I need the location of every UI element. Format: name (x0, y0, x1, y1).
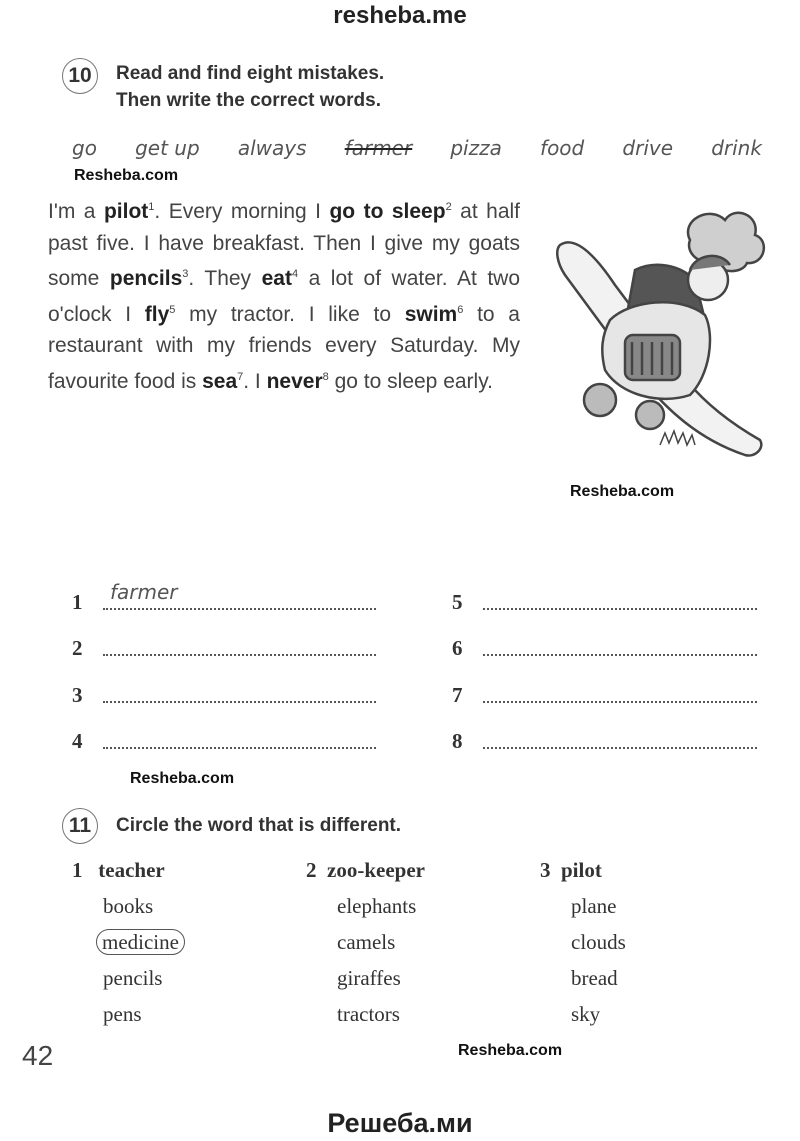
text-run: a lot of water. At two o'clock I (48, 267, 521, 326)
column-item[interactable]: plane (571, 894, 617, 918)
word-bank-item: go (72, 136, 97, 160)
word-column-2 (306, 852, 425, 1032)
column-item[interactable]: bread (571, 966, 618, 990)
text-run: . Every morning I (154, 200, 330, 223)
column-item[interactable]: pencils (103, 966, 163, 990)
answer-number: 3 (72, 683, 83, 707)
mistake-index: 8 (322, 370, 329, 383)
exercise-11-title: Circle the word that is different. (116, 815, 402, 836)
word-bank (72, 136, 762, 160)
site-footer[interactable]: Решеба.ми (327, 1108, 473, 1138)
column-number: 2 (306, 858, 317, 882)
answer-number: 2 (72, 636, 83, 660)
exercise-11-number: 11 (62, 808, 98, 844)
exercise-10-title-line1: Read and find eight mistakes. (116, 63, 385, 84)
mistake-word: sea (202, 369, 238, 393)
word-bank-item-struck: farmer (344, 136, 413, 160)
word-column-3 (540, 852, 626, 1032)
mistake-index: 6 (457, 303, 464, 316)
answer-number: 7 (452, 683, 463, 707)
mistake-word: fly (144, 302, 170, 326)
mistake-word: go to sleep (329, 200, 446, 223)
answer-line[interactable] (103, 654, 376, 656)
circled-answer[interactable]: medicine (96, 929, 185, 955)
text-run: at half past five. I have breakfast. Then I give my goats some (48, 200, 520, 290)
page-number: 42 (22, 1040, 54, 1071)
word-bank-item: drink (711, 136, 762, 160)
answer-line[interactable] (483, 701, 757, 703)
mistake-word: never (266, 369, 323, 393)
text-run: . I (243, 369, 267, 393)
column-item[interactable]: sky (571, 1002, 601, 1026)
answer-number: 4 (72, 729, 83, 753)
word-column-1 (72, 852, 185, 1032)
column-item[interactable]: giraffes (337, 966, 401, 990)
answer-handwritten[interactable]: farmer (110, 580, 178, 604)
answer-line[interactable] (103, 608, 376, 610)
word-bank-item: drive (622, 136, 674, 160)
text-run: I'm a (48, 200, 104, 223)
mistake-word: eat (261, 267, 292, 290)
column-head: teacher (98, 858, 165, 882)
column-number: 3 (540, 858, 551, 882)
column-head: pilot (561, 858, 602, 882)
watermark: Resheba.com (570, 483, 675, 500)
column-item[interactable]: pens (103, 1002, 142, 1026)
answer-number: 6 (452, 636, 463, 660)
mistake-word: pencils (109, 267, 183, 290)
text-run: go to sleep early. (328, 369, 493, 393)
word-bank-item: always (237, 136, 307, 160)
exercise-10-number: 10 (62, 58, 98, 94)
watermark: Resheba.com (74, 167, 179, 184)
column-item[interactable]: elephants (337, 894, 417, 918)
watermark: Resheba.com (458, 1042, 563, 1059)
column-number: 1 (72, 858, 83, 882)
text-run: my tractor. I like to (175, 302, 405, 326)
mistake-index: 4 (291, 268, 299, 280)
mistake-index: 1 (148, 201, 155, 213)
answer-line[interactable] (103, 701, 376, 703)
answer-line[interactable] (483, 747, 757, 749)
tractor-plane-illustration (540, 200, 780, 480)
word-bank-item: pizza (450, 136, 502, 160)
word-bank-item: food (540, 136, 585, 160)
column-head: zoo-keeper (327, 858, 425, 882)
mistake-word: pilot (103, 200, 149, 223)
site-header[interactable]: resheba.me (333, 2, 467, 29)
answer-number: 1 (72, 590, 83, 614)
mistake-index: 2 (445, 201, 452, 213)
exercise-10-text (48, 192, 520, 397)
column-item[interactable]: clouds (571, 930, 626, 954)
answer-line[interactable] (103, 747, 376, 749)
column-item[interactable]: camels (337, 930, 396, 954)
mistake-index: 5 (169, 303, 176, 316)
mistake-word: swim (404, 302, 458, 326)
text-run: . They (188, 267, 262, 290)
answer-line[interactable] (483, 608, 757, 610)
exercise-10-title-line2: Then write the correct words. (116, 90, 381, 111)
text-run: to a restaurant with my friends every Saturday. My favourite food is (48, 302, 520, 393)
word-bank-item: get up (135, 136, 200, 160)
mistake-index: 7 (237, 370, 244, 383)
answer-number: 5 (452, 590, 463, 614)
column-item[interactable]: tractors (337, 1002, 400, 1026)
mistake-index: 3 (182, 268, 189, 280)
answer-number: 8 (452, 729, 463, 753)
watermark: Resheba.com (130, 770, 235, 787)
column-item[interactable]: books (103, 894, 154, 918)
exercise-10-title (116, 60, 384, 114)
answer-line[interactable] (483, 654, 757, 656)
